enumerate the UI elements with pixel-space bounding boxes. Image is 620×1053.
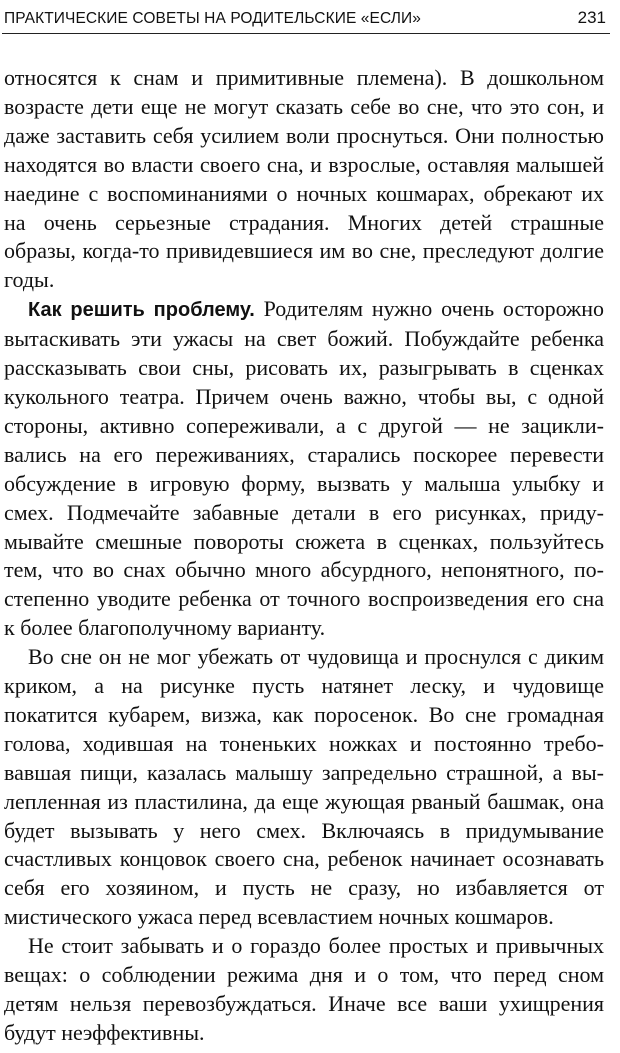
running-header	[4, 2, 606, 28]
paragraph-1: относятся к снам и примитивные племена). В дошкольном возрасте дети еще не могут сказать себе во сне, что это сон, и даже заставить себя усилием воли проснуться. Они полностью находятся во власти своего сна, и взрослые, оставляя малышей наедине с воспоминаниями о ночных кошмарах, обрекают их на очень серьезные страдания. Многих детей страшные образы, когда-то привидевшиеся им во сне, преследуют долгие годы.	[4, 65, 604, 293]
body-text	[4, 64, 604, 1048]
page-number: 231	[577, 8, 606, 27]
header-rule	[2, 33, 610, 34]
running-title: ПРАКТИЧЕСКИЕ СОВЕТЫ НА РОДИТЕЛЬСКИЕ «ЕСЛИ»	[4, 10, 421, 27]
paragraph-2	[4, 295, 604, 643]
paragraph-2-text: Родителям нужно очень осторожно вытаскивать эти ужасы на свет божий. Побуждайте ребенка рассказывать свои сны, рисовать их, разыгрывать в сценках кукольного театра. Причем очень важно, чтобы вы, с одной стороны, активно сопереживали, а с другой — не зацикливались на его переживаниях, старались поскорее перевести обсуждение в игровую форму, вызвать у малыша улыбку и смех. Подмечайте забавные детали в его рисунках, придумывайте смешные повороты сюжета в сценках, пользуйтесь тем, что во снах обычно много абсурдного, непонятного, постепенно уводите ребенка от точного воспроизведения его сна к более благополучному варианту.	[4, 296, 604, 641]
paragraph-4: Не стоит забывать и о гораздо более простых и привычных вещах: о соблюдении режима дня и о том, что перед сном детям нельзя перевозбуждаться. Иначе все ваши ухищрения будут неэффективны.	[4, 933, 604, 1045]
paragraph-2-lead: Как решить проблему.	[28, 299, 255, 322]
paragraph-3: Во сне он не мог убежать от чудовища и проснулся с диким криком, а на рисунке пусть натянет леску, и чудовище покатится кубарем, визжа, как поросенок. Во сне громадная голова, ходившая на тоненьких ножках и постоянно требовавшая пищи, казалась малышу запредельно страшной, а вылепленная из пластилина, да еще жующая рваный башмак, она будет вызывать у него смех. Включаясь в придумывание счастливых концовок своего сна, ребенок начинает осознавать себя его хозяином, и пусть не сразу, но избавляется от мистического ужаса перед всевластием ночных кошмаров.	[4, 644, 604, 930]
